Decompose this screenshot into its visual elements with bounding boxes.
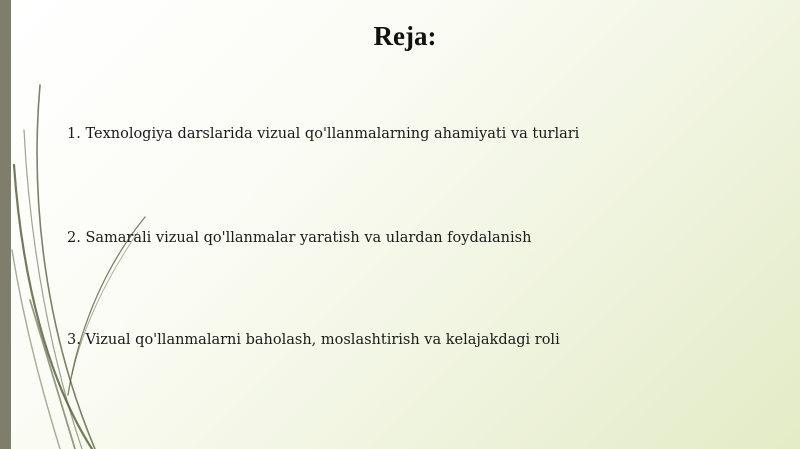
grass-stroke [30, 300, 75, 449]
left-accent-bar [0, 0, 11, 449]
grass-stroke [14, 165, 92, 449]
plan-item-1: 1. Texnologiya darslarida vizual qo'llanmalarning ahamiyati va turlari [67, 126, 580, 142]
grass-stroke [12, 250, 60, 449]
plan-item-3: 3. Vizual qo'llanmalarni baholash, moslashtirish va kelajakdagi roli [67, 332, 560, 348]
grass-stroke [24, 130, 82, 449]
plan-item-2: 2. Samarali vizual qo'llanmalar yaratish va ulardan foydalanish [67, 230, 532, 246]
slide-title: Reja: [373, 21, 437, 51]
grass-stroke [72, 232, 138, 375]
